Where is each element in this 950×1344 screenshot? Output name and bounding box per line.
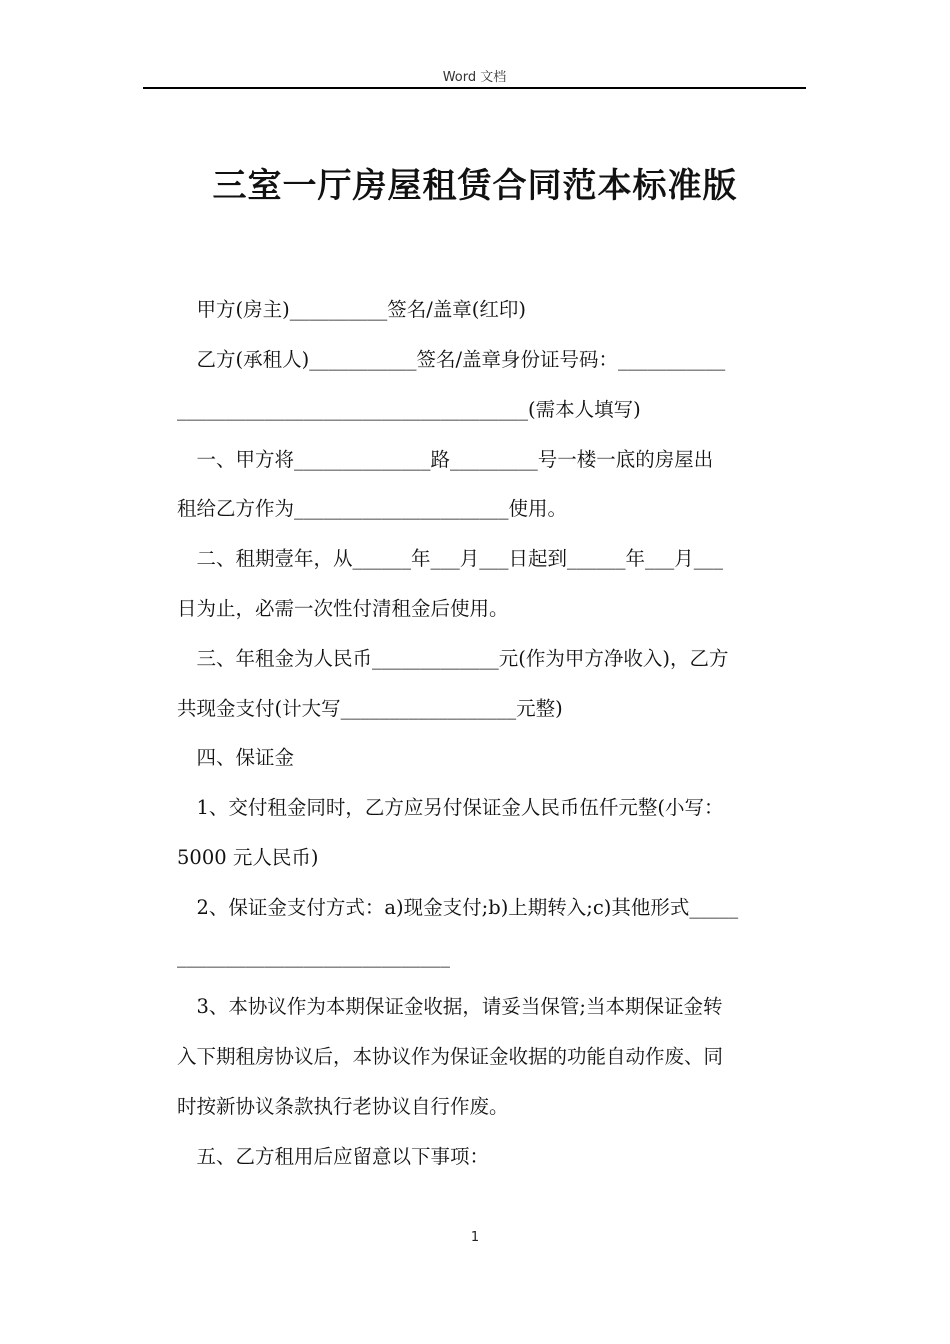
- body-line: 租给乙方作为______________________使用。: [177, 497, 568, 520]
- body-line: 时按新协议条款执行老协议自行作废。: [177, 1095, 509, 1118]
- page-number: 1: [470, 1230, 480, 1245]
- body-line: 3、本协议作为本期保证金收据，请妥当保管;当本期保证金转: [177, 995, 723, 1018]
- body-line: 二、租期壹年，从______年___月___日起到______年___月___: [177, 547, 724, 570]
- page-header: Word 文档: [442, 70, 507, 85]
- body-line: 2、保证金支付方式：a)现金支付;b)上期转入;c)其他形式_____: [177, 896, 739, 919]
- body-line: 入下期租房协议后，本协议作为保证金收据的功能自动作废、同: [177, 1045, 724, 1068]
- document-title: 三室一厅房屋租赁合同范本标准版: [212, 166, 738, 206]
- body-line: 三、年租金为人民币_____________元(作为甲方净收入)，乙方: [177, 647, 729, 670]
- body-line: 日为止，必需一次性付清租金后使用。: [177, 597, 509, 620]
- body-line: 5000 元人民币): [177, 846, 319, 869]
- body-line: 乙方(承租人)___________签名/盖章身份证号码：___________: [177, 348, 726, 371]
- body-line: 五、乙方租用后应留意以下事项：: [177, 1145, 490, 1168]
- body-line: 一、甲方将______________路_________号一楼一底的房屋出: [177, 448, 714, 471]
- body-line: 1、交付租金同时，乙方应另付保证金人民币伍仟元整(小写：: [177, 796, 724, 819]
- body-line: 四、保证金: [177, 746, 295, 769]
- body-line: ____________________________: [177, 945, 450, 968]
- header-rule: [143, 87, 806, 89]
- body-line: ____________________________________(需本人填写): [177, 398, 641, 421]
- body-line: 共现金支付(计大写__________________元整): [177, 697, 563, 720]
- body-line: 甲方(房主)__________签名/盖章(红印): [177, 298, 527, 321]
